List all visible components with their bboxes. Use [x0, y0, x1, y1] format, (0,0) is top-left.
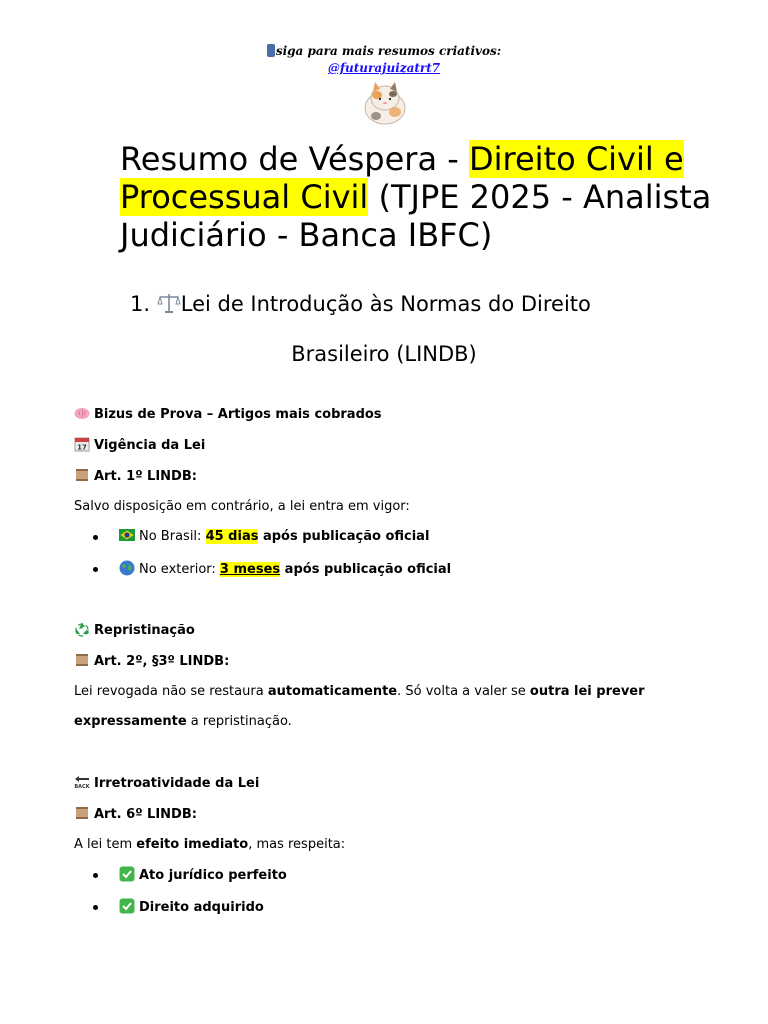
page-title — [120, 140, 720, 254]
repristinacao-t3: . Só volta a valer se — [397, 684, 530, 699]
repristinacao-t2: automaticamente — [267, 684, 398, 699]
vigencia-article-text: Art. 1º LINDB: — [94, 469, 197, 484]
scroll-icon — [74, 805, 90, 821]
vigencia-item-brasil — [119, 528, 429, 546]
vigencia-item-exterior — [119, 560, 451, 579]
repristinacao-title-text: Repristinação — [94, 623, 195, 638]
repristinacao-title — [74, 621, 195, 640]
irretroatividade-article-text: Art. 6º LINDB: — [94, 807, 197, 822]
repristinacao-text-line2 — [74, 713, 292, 731]
repristinacao-t1: Lei revogada não se restaura — [74, 684, 268, 699]
repristinacao-t5: expressamente — [74, 714, 187, 729]
section-heading-line1 — [0, 292, 768, 316]
vigencia-intro: Salvo disposição em contrário, a lei entra em vigor: — [74, 499, 410, 514]
section-heading-text1: Lei de Introdução às Normas do Direito — [180, 292, 591, 316]
irretro-t3: , mas respeita: — [248, 837, 346, 852]
recycle-icon — [74, 621, 90, 637]
irretroatividade-intro — [74, 836, 345, 854]
irretro-item-ato — [119, 866, 287, 885]
scroll-icon — [74, 467, 90, 483]
brasil-rest: após publicação oficial — [258, 529, 430, 544]
item-direito-text: Direito adquirido — [139, 900, 264, 915]
vigencia-title — [74, 436, 205, 455]
title-part2: (TJPE 2025 - Analista Judiciário - Banca IBFC) — [120, 178, 712, 254]
repristinacao-article-text: Art. 2º, §3º LINDB: — [94, 654, 230, 669]
calendar-icon — [74, 436, 90, 452]
scroll-icon — [74, 652, 90, 668]
section-heading-line2: Brasileiro (LINDB) — [291, 342, 477, 366]
globe-icon — [119, 560, 135, 576]
repristinacao-t6: a repristinação. — [186, 714, 292, 729]
scales-icon — [157, 292, 181, 314]
irretro-t2: efeito imediato — [136, 837, 249, 852]
irretroatividade-article — [74, 805, 197, 824]
brasil-label: No Brasil: — [139, 529, 206, 544]
brasil-value: 45 dias — [205, 529, 259, 544]
repristinacao-article — [74, 652, 229, 671]
irretroatividade-title — [74, 774, 259, 793]
irretro-t1: A lei tem — [74, 837, 137, 852]
follow-text: siga para mais resumos criativos: — [275, 44, 502, 58]
irretroatividade-title-text: Irretroatividade da Lei — [94, 776, 260, 791]
brazil-flag-icon — [119, 529, 135, 541]
item-ato-text: Ato jurídico perfeito — [139, 868, 287, 883]
bizus-line — [74, 405, 382, 424]
exterior-rest: após publicação oficial — [280, 562, 452, 577]
cat-illustration — [360, 78, 410, 126]
bullet-dot — [93, 567, 98, 572]
bizus-text: Bizus de Prova – Artigos mais cobrados — [94, 407, 382, 422]
follow-line — [0, 43, 768, 59]
bullet-dot — [93, 535, 98, 540]
svg-text:17: 17 — [77, 443, 87, 452]
exterior-label: No exterior: — [139, 562, 220, 577]
bullet-dot — [93, 873, 98, 878]
check-icon — [119, 898, 135, 914]
repristinacao-text-line1 — [74, 683, 645, 701]
title-highlight: Direito Civil e Processual Civil — [120, 140, 684, 216]
check-icon — [119, 866, 135, 882]
back-arrow-icon — [74, 774, 90, 790]
irretro-item-direito — [119, 898, 264, 917]
svg-text:BACK: BACK — [74, 784, 90, 790]
phone-icon — [267, 44, 275, 57]
vigencia-title-text: Vigência da Lei — [94, 438, 206, 453]
repristinacao-t4: outra lei prever — [529, 684, 645, 699]
title-part1: Resumo de Véspera - — [120, 140, 469, 178]
section-number: 1. — [130, 292, 151, 316]
social-handle-link[interactable]: @futurajuizatrt7 — [327, 61, 441, 75]
exterior-value: 3 meses — [219, 562, 281, 577]
vigencia-article — [74, 467, 197, 486]
bullet-dot — [93, 905, 98, 910]
brain-icon — [74, 405, 90, 421]
